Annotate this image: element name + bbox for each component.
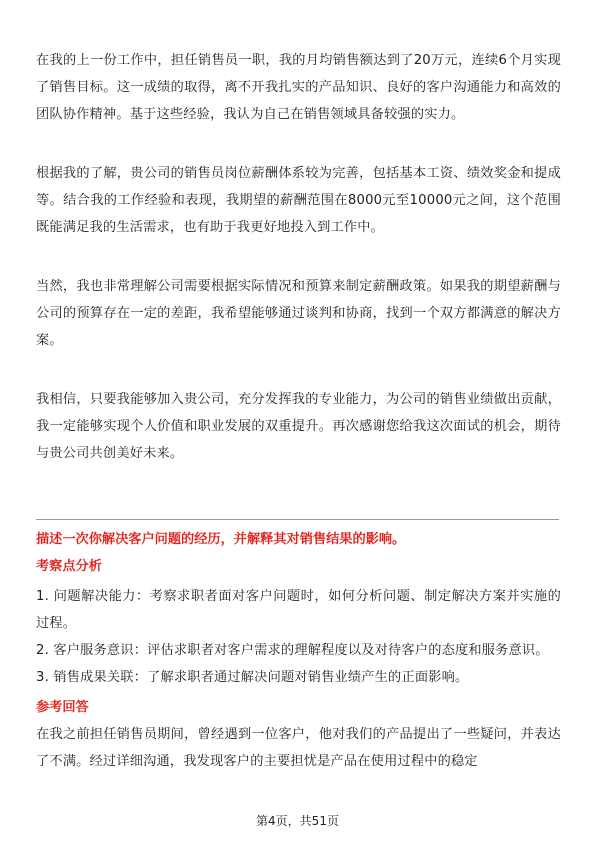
question-heading: 描述一次你解决客户问题的经历，并解释其对销售结果的影响。	[36, 532, 406, 547]
paragraph-2: 根据我的了解，贵公司的销售员岗位薪酬体系较为完善，包括基本工资、绩效奖金和提成等。结合我的工作经验和表现，我期望的薪酬范围在8000元至10000元之间，这个范围既能满足我的生活需求，也有助于我更好地投入到工作中。	[36, 166, 561, 235]
reference-text: 在我之前担任销售员期间，曾经遇到一位客户，他对我们的产品提出了一些疑问，并表达了不满。经过详细沟通，我发现客户的主要担忧是产品在使用过程中的稳定	[36, 727, 561, 769]
analysis-item-1: 1. 问题解决能力：考察求职者面对客户问题时，如何分析问题、制定解决方案并实施的过程。	[36, 589, 561, 631]
paragraph-3: 当然，我也非常理解公司需要根据实际情况和预算来制定薪酬政策。如果我的期望薪酬与公司的预算存在一定的差距，我希望能够通过谈判和协商，找到一个双方都满意的解决方案。	[36, 279, 561, 348]
section-divider	[36, 519, 559, 520]
paragraph-4: 我相信，只要我能够加入贵公司，充分发挥我的专业能力，为公司的销售业绩做出贡献，我一定能够实现个人价值和职业发展的双重提升。再次感谢您给我这次面试的机会，期待与贵公司共创美好未来。	[36, 392, 561, 461]
reference-title: 参考回答	[36, 700, 89, 715]
analysis-title: 考察点分析	[36, 559, 102, 574]
answer-body	[36, 47, 561, 467]
analysis-item-2: 2. 客户服务意识：评估求职者对客户需求的理解程度以及对待客户的态度和服务意识。	[36, 643, 549, 658]
analysis-item-3: 3. 销售成果关联：了解求职者通过解决问题对销售业绩产生的正面影响。	[36, 670, 469, 685]
page-number: 第4页，共51页	[256, 814, 339, 828]
paragraph-1: 在我的上一份工作中，担任销售员一职，我的月均销售额达到了20万元，连续6个月实现了销售目标。这一成绩的取得，离不开我扎实的产品知识、良好的客户沟通能力和高效的团队协作精神。基于这些经验，我认为自己在销售领域具备较强的实力。	[36, 53, 561, 122]
question-section	[36, 526, 561, 775]
